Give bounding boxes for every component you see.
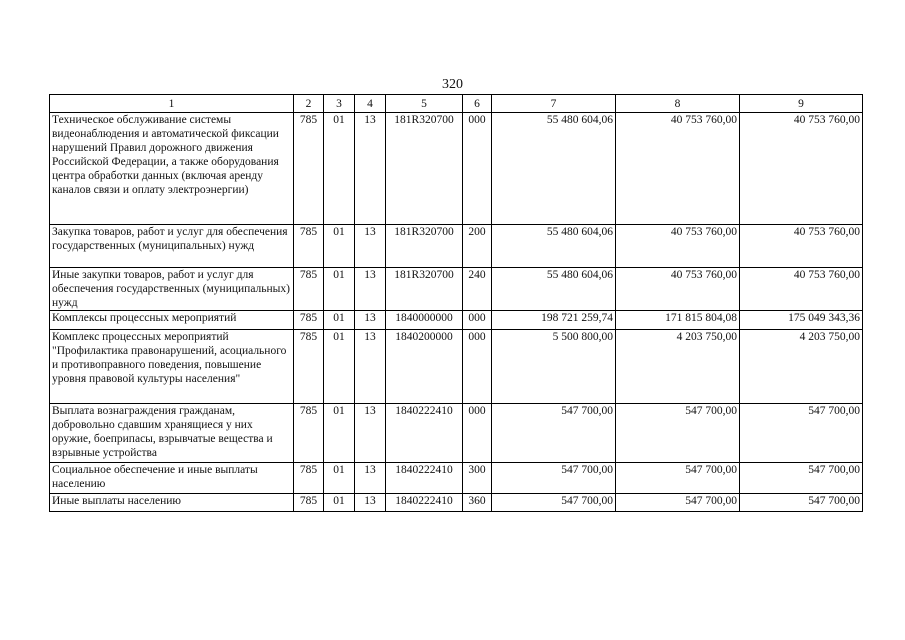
code-cell: 785 bbox=[294, 404, 324, 463]
code-cell: 240 bbox=[463, 268, 492, 311]
code-cell: 01 bbox=[324, 463, 355, 494]
code-cell: 785 bbox=[294, 113, 324, 225]
code-cell: 1840222410 bbox=[386, 494, 463, 512]
code-cell: 785 bbox=[294, 494, 324, 512]
amount-cell: 40 753 760,00 bbox=[740, 113, 863, 225]
row-name-cell: Комплекс процессных мероприятий "Профилактика правонарушений, асоциального и противоправного поведения, повышение уровня правовой культуры населения" bbox=[50, 330, 294, 404]
amount-cell: 547 700,00 bbox=[616, 463, 740, 494]
amount-cell: 547 700,00 bbox=[492, 494, 616, 512]
code-cell: 000 bbox=[463, 404, 492, 463]
row-name-cell: Социальное обеспечение и иные выплаты населению bbox=[50, 463, 294, 494]
amount-cell: 547 700,00 bbox=[492, 463, 616, 494]
table-row bbox=[50, 404, 863, 463]
page-number: 320 bbox=[442, 77, 463, 92]
budget-table bbox=[49, 94, 863, 512]
amount-cell: 40 753 760,00 bbox=[616, 268, 740, 311]
amount-cell: 4 203 750,00 bbox=[616, 330, 740, 404]
table-row bbox=[50, 311, 863, 330]
row-name-cell: Выплата вознаграждения гражданам, добровольно сдавшим хранящиеся у них оружие, боеприпасы, взрывчатые вещества и взрывные устройства bbox=[50, 404, 294, 463]
code-cell: 01 bbox=[324, 268, 355, 311]
code-cell: 000 bbox=[463, 311, 492, 330]
amount-cell: 55 480 604,06 bbox=[492, 225, 616, 268]
code-cell: 01 bbox=[324, 330, 355, 404]
code-cell: 01 bbox=[324, 225, 355, 268]
column-header: 1 bbox=[50, 95, 294, 113]
code-cell: 000 bbox=[463, 330, 492, 404]
column-header: 6 bbox=[463, 95, 492, 113]
column-header: 4 bbox=[355, 95, 386, 113]
code-cell: 01 bbox=[324, 404, 355, 463]
code-cell: 13 bbox=[355, 268, 386, 311]
amount-cell: 55 480 604,06 bbox=[492, 268, 616, 311]
row-name-cell: Техническое обслуживание системы видеонаблюдения и автоматической фиксации нарушений Правил дорожного движения Российской Федерации, а также оборудования центра обработки данных (включая аренду каналов связи и оплату электроэнергии) bbox=[50, 113, 294, 225]
code-cell: 785 bbox=[294, 330, 324, 404]
column-header: 3 bbox=[324, 95, 355, 113]
code-cell: 181R320700 bbox=[386, 225, 463, 268]
code-cell: 01 bbox=[324, 494, 355, 512]
amount-cell: 40 753 760,00 bbox=[616, 225, 740, 268]
row-name-cell: Иные выплаты населению bbox=[50, 494, 294, 512]
code-cell: 13 bbox=[355, 113, 386, 225]
column-header: 5 bbox=[386, 95, 463, 113]
code-cell: 1840222410 bbox=[386, 463, 463, 494]
code-cell: 13 bbox=[355, 330, 386, 404]
amount-cell: 40 753 760,00 bbox=[616, 113, 740, 225]
amount-cell: 55 480 604,06 bbox=[492, 113, 616, 225]
code-cell: 01 bbox=[324, 311, 355, 330]
code-cell: 360 bbox=[463, 494, 492, 512]
table-row bbox=[50, 330, 863, 404]
amount-cell: 40 753 760,00 bbox=[740, 225, 863, 268]
table-row bbox=[50, 494, 863, 512]
column-header: 2 bbox=[294, 95, 324, 113]
amount-cell: 175 049 343,36 bbox=[740, 311, 863, 330]
code-cell: 300 bbox=[463, 463, 492, 494]
code-cell: 785 bbox=[294, 268, 324, 311]
column-header: 9 bbox=[740, 95, 863, 113]
table-header-row bbox=[50, 95, 863, 113]
code-cell: 785 bbox=[294, 225, 324, 268]
code-cell: 13 bbox=[355, 311, 386, 330]
code-cell: 13 bbox=[355, 404, 386, 463]
code-cell: 1840000000 bbox=[386, 311, 463, 330]
code-cell: 200 bbox=[463, 225, 492, 268]
table-row bbox=[50, 113, 863, 225]
amount-cell: 171 815 804,08 bbox=[616, 311, 740, 330]
amount-cell: 547 700,00 bbox=[616, 494, 740, 512]
table-row bbox=[50, 268, 863, 311]
amount-cell: 4 203 750,00 bbox=[740, 330, 863, 404]
row-name-cell: Иные закупки товаров, работ и услуг для обеспечения государственных (муниципальных) нужд bbox=[50, 268, 294, 311]
amount-cell: 547 700,00 bbox=[740, 463, 863, 494]
amount-cell: 547 700,00 bbox=[492, 404, 616, 463]
code-cell: 000 bbox=[463, 113, 492, 225]
code-cell: 13 bbox=[355, 494, 386, 512]
code-cell: 785 bbox=[294, 311, 324, 330]
amount-cell: 547 700,00 bbox=[616, 404, 740, 463]
table-row bbox=[50, 225, 863, 268]
code-cell: 13 bbox=[355, 225, 386, 268]
code-cell: 785 bbox=[294, 463, 324, 494]
amount-cell: 5 500 800,00 bbox=[492, 330, 616, 404]
code-cell: 01 bbox=[324, 113, 355, 225]
column-header: 7 bbox=[492, 95, 616, 113]
code-cell: 1840200000 bbox=[386, 330, 463, 404]
column-header: 8 bbox=[616, 95, 740, 113]
code-cell: 181R320700 bbox=[386, 268, 463, 311]
row-name-cell: Закупка товаров, работ и услуг для обеспечения государственных (муниципальных) нужд bbox=[50, 225, 294, 268]
code-cell: 13 bbox=[355, 463, 386, 494]
amount-cell: 40 753 760,00 bbox=[740, 268, 863, 311]
code-cell: 1840222410 bbox=[386, 404, 463, 463]
table-row bbox=[50, 463, 863, 494]
amount-cell: 547 700,00 bbox=[740, 494, 863, 512]
amount-cell: 547 700,00 bbox=[740, 404, 863, 463]
row-name-cell: Комплексы процессных мероприятий bbox=[50, 311, 294, 330]
amount-cell: 198 721 259,74 bbox=[492, 311, 616, 330]
code-cell: 181R320700 bbox=[386, 113, 463, 225]
